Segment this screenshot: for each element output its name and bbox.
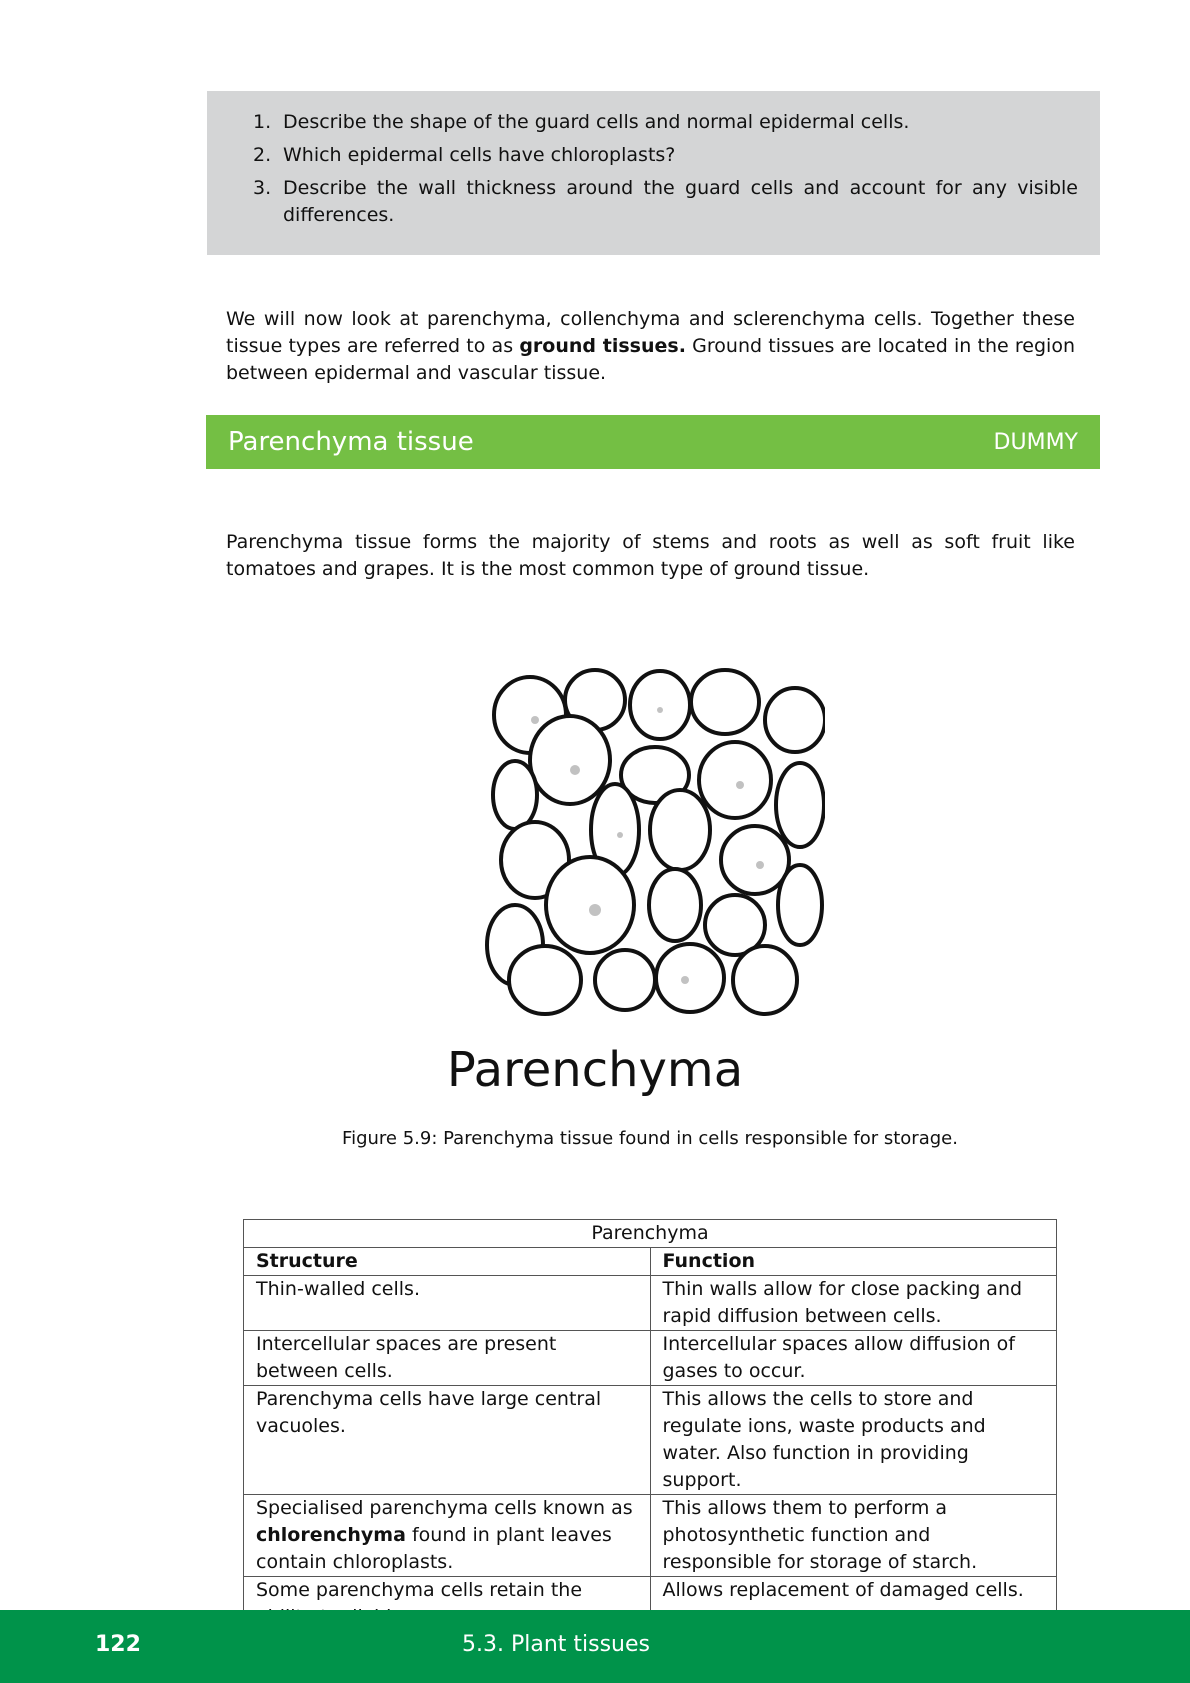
footer-section-title: 5.3. Plant tissues [462,1632,650,1657]
intro-text-1: We will now look at parenchyma, collenchyma and sclerenchyma cells. Together these tissue types are referred to as [226,308,1075,357]
function-cell: Allows replacement of damaged cells. [650,1577,1057,1632]
section-title: Parenchyma tissue [228,427,474,457]
table-row [244,1331,1057,1386]
section-banner [206,415,1100,469]
column-header-function: Function [650,1248,1057,1276]
questions-box [207,91,1100,255]
question-item [253,175,1078,229]
structure-cell: Thin-walled cells. [244,1276,651,1331]
column-header-structure: Structure [244,1248,651,1276]
question-text: Describe the wall thickness around the guard cells and account for any visible differences. [283,177,1078,226]
figure-caption: Figure 5.9: Parenchyma tissue found in cells responsible for storage. [342,1128,958,1149]
structure-bold-term: chlorenchyma [256,1524,406,1546]
structure-cell: Parenchyma cells have large central vacuoles. [244,1386,651,1495]
table-header-row [244,1248,1057,1276]
function-cell: This allows them to perform a photosynthetic function and responsible for storage of starch. [650,1495,1057,1577]
parenchyma-illustration [475,660,825,1020]
section-paragraph: Parenchyma tissue forms the majority of stems and roots as well as soft fruit like tomatoes and grapes. It is the most common type of ground tissue. [226,531,1075,580]
page-number: 122 [95,1632,141,1657]
structure-text-post: found in plant leaves contain chloroplasts. [256,1524,612,1573]
structure-text-pre: Specialised parenchyma cells known as [256,1497,633,1519]
function-cell: Intercellular spaces allow diffusion of gases to occur. [650,1331,1057,1386]
question-number: 3. [253,177,272,199]
question-item [253,142,1078,169]
figure-label: Parenchyma [446,1042,744,1098]
question-item [253,109,1078,136]
parenchyma-table [243,1219,1057,1632]
questions-list [253,109,1078,229]
intro-paragraph [226,306,1075,387]
question-number: 1. [253,111,272,133]
question-text: Which epidermal cells have chloroplasts? [283,144,676,166]
section-tag: DUMMY [993,429,1078,455]
table-row [244,1495,1057,1577]
intro-text-2: Ground tissues are located in the region between epidermal and vascular tissue. [226,335,1075,384]
intro-bold-term: ground tissues. [519,335,686,357]
table-title-row [244,1220,1057,1248]
page-footer [0,1610,1190,1683]
table-row [244,1386,1057,1495]
table-row [244,1276,1057,1331]
structure-cell [244,1495,651,1577]
question-text: Describe the shape of the guard cells and normal epidermal cells. [283,111,910,133]
structure-cell: Some parenchyma cells retain the [244,1577,651,1632]
question-number: 2. [253,144,272,166]
table-title: Parenchyma [244,1220,1057,1248]
structure-cell: Intercellular spaces are present between cells. [244,1331,651,1386]
function-cell: Thin walls allow for close packing and rapid diffusion between cells. [650,1276,1057,1331]
function-cell: This allows the cells to store and regulate ions, waste products and water. Also function in providing support. [650,1386,1057,1495]
